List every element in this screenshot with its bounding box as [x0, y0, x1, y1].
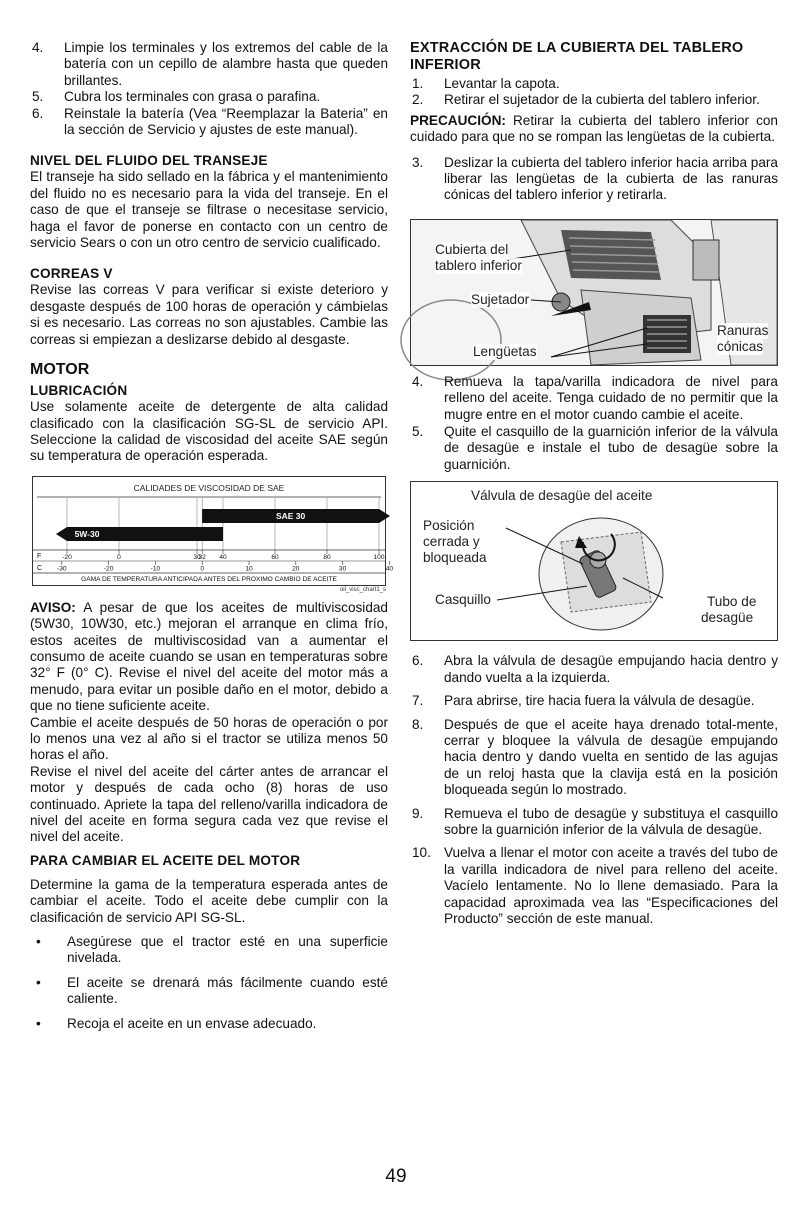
extraccion-steps-b	[410, 155, 778, 204]
cambiar-heading: PARA CAMBIAR EL ACEITE DEL MOTOR	[30, 852, 301, 868]
list-item: 4. Remueva la tapa/varilla indicadora de nivel para relleno del aceite. Tenga cuidado de no permitir que la mugre entre en el motor cuando cambie el aceite.	[412, 373, 778, 422]
chart-svg	[33, 477, 394, 585]
f-tick-1: 0	[117, 553, 121, 561]
f-tick-5: 60	[271, 553, 279, 561]
lenguetas-label: Lengüetas	[473, 343, 537, 359]
f-tick-6: 80	[323, 553, 331, 561]
c-tick-1: -20	[103, 565, 114, 573]
list-item: • Recoja el aceite en un envase adecuado.	[36, 1015, 317, 1031]
precaucion-lead: PRECAUCIÓN:	[410, 112, 506, 128]
chart-xlabel: GAMA DE TEMPERATURA ANTICIPADA ANTES DEL PROXIMO CAMBIO DE ACEITE	[81, 575, 337, 583]
c-scale-label: C	[37, 564, 43, 572]
extraccion-steps	[410, 76, 778, 109]
list-item: • Asegúrese que el tractor esté en una superficie nivelada.	[36, 934, 388, 966]
aviso-lead: AVISO:	[30, 599, 76, 615]
list-item: 2. Retirar el sujetador de la cubierta del tablero inferior.	[412, 92, 760, 108]
list-item: 10. Vuelva a llenar el motor con aceite a través del tubo de la varilla indicadora de nivel para relleno del aceite. Vacíelo lentamente. No lo llene demasiado. Para la capacidad aproximada vea las “Especificaciones del Producto” sección de este manual.	[412, 845, 778, 926]
list-item: 7. Para abrirse, tire hacia fuera la válvula de desagüe.	[412, 693, 755, 709]
drain-figure-title: Válvula de desagüe del aceite	[471, 488, 653, 504]
conicas-label: cónicas	[717, 338, 764, 354]
f-tick-4: 40	[219, 553, 227, 561]
aviso-paragraph: AVISO: A pesar de que los aceites de multiviscosidad (5W30, 10W30, etc.) mejoran el arranque en clima frío, estos aceites de multiviscosidad van a aumentar el consumo de aceite cuando se usan en temperaturas sobre 32° F (0° C). Revise el nivel del aceite del motor más a menudo, para evitar un posible daño en el motor, debido a que no tiene suficiente aceite.	[30, 599, 388, 714]
oil-steps-a	[410, 374, 778, 473]
cerrada-label: cerrada y	[423, 534, 480, 550]
c-tick-5: 20	[292, 565, 300, 573]
chart-title: CALIDADES DE VISCOSIDAD DE SAE	[133, 482, 285, 493]
bullet-icon: •	[36, 974, 41, 990]
chart-grid	[67, 498, 379, 550]
f-tick-0: -20	[62, 553, 72, 561]
transeje-paragraph: El transeje ha sido sellado en la fábrica y el mantenimiento del fluido no es necesario para la vida del transeje. En el caso de que el transeje se filtrase o necesitase servicio, haga el favor de ponerse en contacto con un centro de servicio Sears o con un otro centro de servicio cualificado.	[30, 169, 388, 251]
correas-heading: CORREAS V	[30, 266, 113, 282]
f-tick-2: 30	[193, 553, 201, 561]
precaucion-paragraph: PRECAUCIÓN: Retirar la cubierta del tablero inferior con cuidado para que no se rompan las lengüetas de la cubierta.	[410, 112, 778, 145]
tubo-label: Tubo de	[707, 594, 757, 610]
ranuras-label: Ranuras	[717, 322, 769, 338]
chart-footnote: oil_visc_chart1_s	[339, 586, 386, 593]
c-tick-4: 10	[245, 565, 253, 573]
list-item: 5. Cubra los terminales con grasa o parafina.	[32, 89, 321, 105]
revise-paragraph: Revise el nivel del aceite del cárter antes de arrancar el motor y después de cada ocho (8) horas de uso continuado. Apriete la tapa del relleno/varilla indicadora de nivel del aceite en forma segura cada vez que revise el nivel del aceite.	[30, 763, 388, 845]
posicion-label: Posición	[423, 518, 475, 534]
tablero-label: tablero inferior	[435, 257, 522, 273]
desague-label: desagüe	[701, 610, 754, 626]
bloqueada-label: bloqueada	[423, 550, 487, 566]
correas-paragraph: Revise las correas V para verificar si existe deterioro y desgaste después de 100 horas de operación y cámbielas si es necesario. Las correas no son ajustables. Cambie las correas si empiezan a deslizarse debido al desgaste.	[30, 282, 388, 347]
drain-valve-figure	[410, 481, 778, 641]
list-item: 8. Después de que el aceite haya drenado total-mente, cerrar y bloquee la válvula de desagüe empujando hacia dentro y dando vuelta en sentido de las agujas de un reloj hasta que la clavija está en la posición bloqueada según lo mostrado.	[412, 716, 778, 798]
motor-heading: MOTOR	[30, 361, 90, 379]
chart-frame	[32, 476, 394, 586]
bar-label-sae-30: SAE 30	[275, 510, 306, 521]
list-item: 9. Remueva el tubo de desagüe y substituya el casquillo sobre la guarnición inferior de la válvula de desagüe.	[412, 805, 778, 837]
f-tick-7: 100	[373, 553, 385, 561]
c-tick-3: 0	[200, 565, 205, 573]
battery-steps-list	[30, 40, 388, 138]
cambiar-paragraph: Determine la gama de la temperatura esperada antes de cambiar el aceite. Todo el aceite debe cumplir con la clasificación de servicio API SG-SL.	[30, 876, 388, 925]
dash-cover-figure	[410, 219, 778, 366]
lubricacion-heading: LUBRICACIÓN	[30, 383, 128, 399]
c-tick-labels	[57, 561, 393, 573]
extraccion-heading: EXTRACCIÓN DE LA CUBIERTA DEL TABLERO INFERIOR	[410, 40, 744, 73]
c-tick-6: 30	[338, 565, 347, 573]
transeje-heading: NIVEL DEL FLUIDO DEL TRANSEJE	[30, 153, 268, 169]
list-item: 6. Abra la válvula de desagüe empujando hacia dentro y dando vuelta a la izquierda.	[412, 653, 778, 685]
c-tick-7: 40	[385, 565, 394, 573]
cambie-paragraph: Cambie el aceite después de 50 horas de operación o por lo menos una vez al año si el tractor se utiliza menos 50 horas el año.	[30, 714, 388, 763]
list-item: 6. Reinstale la batería (Vea “Reemplazar la Bateria” en la sección de Servicio y ajustes de este manual).	[32, 105, 388, 138]
list-item: 3. Deslizar la cubierta del tablero inferior hacia arriba para liberar las lengüetas de la cubierta de las ranuras cónicas del tablero inferior y retirarla.	[412, 154, 778, 203]
bar-label-5w-30: 5W-30	[74, 528, 100, 539]
f-scale-label: F	[37, 552, 42, 560]
f-tick-labels	[62, 550, 385, 561]
oil-steps-b	[410, 653, 778, 927]
right-column	[410, 40, 778, 927]
left-column	[30, 40, 394, 1040]
list-item: • El aceite se drenará más fácilmente cuando esté caliente.	[36, 974, 388, 1007]
cubierta-label: Cubierta del	[435, 241, 509, 257]
page-number: 49	[385, 1166, 407, 1187]
list-item: 1. Levantar la capota.	[412, 76, 560, 91]
bullet-list	[30, 934, 388, 1032]
c-tick-2: -10	[150, 565, 161, 573]
viscosity-chart	[30, 476, 394, 594]
sujetador-label: Sujetador	[471, 291, 530, 307]
list-item: 4. Limpie los terminales y los extremos del cable de la batería con un cepillo de alambre hasta que queden brillantes.	[32, 40, 388, 88]
bullet-icon: •	[36, 934, 41, 950]
bullet-icon: •	[36, 1015, 41, 1031]
casquillo-label: Casquillo	[435, 592, 491, 608]
list-item: 5. Quite el casquillo de la guarnición inferior de la válvula de desagüe e instale el tubo de desagüe sobre la guarnición.	[412, 424, 778, 472]
c-tick-0: -30	[57, 565, 67, 573]
f-tick-3: 32	[198, 553, 206, 561]
lubricacion-paragraph: Use solamente aceite de detergente de alta calidad clasificado con la clasificación SG-SL de servicio API. Seleccione la calidad de viscosidad del aceite SAE según su temperatura de operación esperada.	[30, 399, 388, 464]
